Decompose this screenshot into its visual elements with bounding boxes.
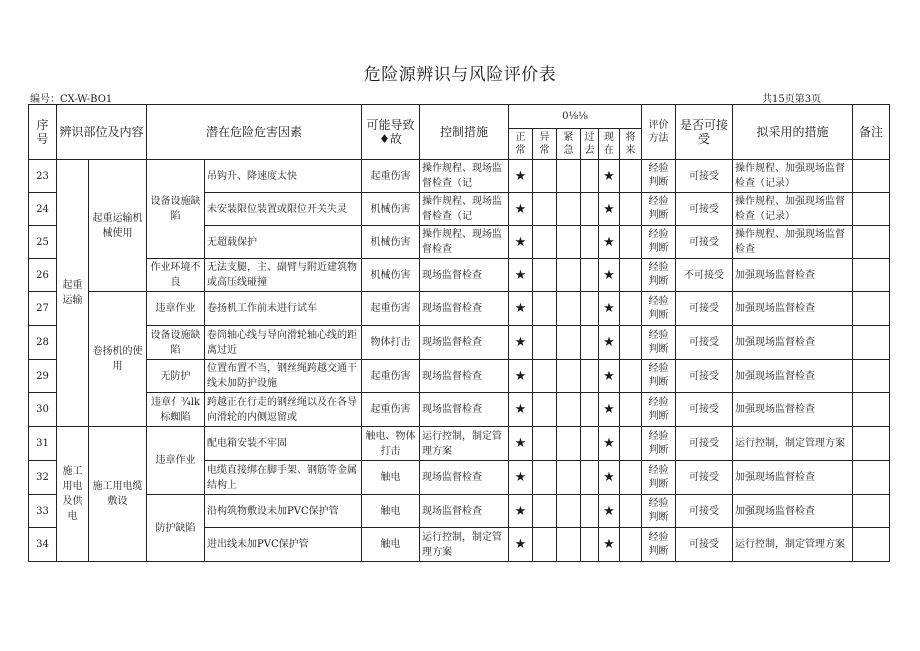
acceptable-cell: 可接受 bbox=[676, 427, 733, 461]
table-row bbox=[29, 160, 890, 193]
header-planned: 拟采用的措施 bbox=[733, 105, 853, 160]
acceptable-cell: 可接受 bbox=[676, 193, 733, 226]
planned-cell: 加强现场监督检查 bbox=[733, 259, 853, 292]
control-cell: 现场监督检查 bbox=[420, 259, 509, 292]
group-hoist: 卷扬机的使用 bbox=[89, 292, 147, 427]
planned-cell: 加强现场监督检查 bbox=[733, 461, 853, 495]
row-number: 26 bbox=[29, 259, 57, 292]
row-number: 25 bbox=[29, 226, 57, 259]
header-abnormal: 异常 bbox=[533, 129, 557, 160]
row-number: 23 bbox=[29, 160, 57, 193]
control-cell: 现场监督检查 bbox=[420, 292, 509, 326]
row-number: 34 bbox=[29, 528, 57, 562]
row-number: 29 bbox=[29, 360, 57, 393]
present-star: ★ bbox=[599, 360, 620, 393]
present-star: ★ bbox=[599, 427, 620, 461]
group-temp-cable: 施工用电缆敷设 bbox=[89, 427, 147, 562]
control-cell: 操作规程、现场监督检查（记 bbox=[420, 160, 509, 193]
group-temp-power: 施工用电及供电 bbox=[57, 427, 89, 562]
category-cell: 违章作业 bbox=[147, 427, 205, 495]
header-hazard: 潜在危险危害因素 bbox=[147, 105, 362, 160]
planned-cell: 运行控制，制定管理方案 bbox=[733, 528, 853, 562]
present-star: ★ bbox=[599, 193, 620, 226]
page-title: 危险源辨识与风险评价表 bbox=[363, 65, 557, 85]
group-lifting-machine: 起重运输机械使用 bbox=[89, 160, 147, 292]
row-number: 33 bbox=[29, 495, 57, 528]
planned-cell: 加强现场监督检查 bbox=[733, 495, 853, 528]
hazard-cell: 进出线未加PVC保护管 bbox=[205, 528, 362, 562]
table-row bbox=[29, 495, 890, 528]
normal-star: ★ bbox=[509, 226, 533, 259]
accident-cell: 起重伤害 bbox=[362, 360, 420, 393]
present-star: ★ bbox=[599, 259, 620, 292]
acceptable-cell: 不可接受 bbox=[676, 259, 733, 292]
accident-cell: 起重伤害 bbox=[362, 292, 420, 326]
control-cell: 现场监督检查 bbox=[420, 393, 509, 427]
normal-star: ★ bbox=[509, 292, 533, 326]
table-row bbox=[29, 259, 890, 292]
row-number: 28 bbox=[29, 326, 57, 360]
header-state-group: 0⅛⅛ bbox=[509, 105, 642, 129]
control-cell: 运行控制，制定管理方案 bbox=[420, 427, 509, 461]
present-star: ★ bbox=[599, 226, 620, 259]
category-cell: 防护缺陷 bbox=[147, 495, 205, 562]
header-normal: 正常 bbox=[509, 129, 533, 160]
control-cell: 运行控制，制定管理方案 bbox=[420, 528, 509, 562]
accident-cell: 起重伤害 bbox=[362, 160, 420, 193]
normal-star: ★ bbox=[509, 528, 533, 562]
accident-cell: 触电 bbox=[362, 495, 420, 528]
accident-cell: 机械伤害 bbox=[362, 226, 420, 259]
method-cell: 经验判断 bbox=[642, 461, 676, 495]
category-cell: 作业环境不良 bbox=[147, 259, 205, 292]
risk-assessment-table bbox=[28, 104, 890, 562]
row-number: 31 bbox=[29, 427, 57, 461]
normal-star: ★ bbox=[509, 326, 533, 360]
header-part: 辨识部位及内容 bbox=[57, 105, 147, 160]
normal-star: ★ bbox=[509, 393, 533, 427]
control-cell: 现场监督检查 bbox=[420, 461, 509, 495]
planned-cell: 操作规程、加强现场监督检查（记录） bbox=[733, 193, 853, 226]
normal-star: ★ bbox=[509, 360, 533, 393]
hazard-cell: 吊钩升、降速度太快 bbox=[205, 160, 362, 193]
hazard-cell: 位置布置不当，钢丝绳跨越交通干线未加防护设施 bbox=[205, 360, 362, 393]
header-control: 控制措施 bbox=[420, 105, 509, 160]
hazard-cell: 跨越正在行走的钢丝绳以及在各导向滑轮的内侧逗留或 bbox=[205, 393, 362, 427]
planned-cell: 操作规程、加强现场监督检查（记录） bbox=[733, 160, 853, 193]
header-method: 评价方法 bbox=[642, 105, 676, 160]
present-star: ★ bbox=[599, 461, 620, 495]
control-cell: 现场监督检查 bbox=[420, 326, 509, 360]
acceptable-cell: 可接受 bbox=[676, 360, 733, 393]
normal-star: ★ bbox=[509, 495, 533, 528]
accident-cell: 触电 bbox=[362, 461, 420, 495]
control-cell: 现场监督检查 bbox=[420, 360, 509, 393]
header-emergency: 紧急 bbox=[557, 129, 581, 160]
normal-star: ★ bbox=[509, 259, 533, 292]
acceptable-cell: 可接受 bbox=[676, 226, 733, 259]
page-indicator: 共15页第3页 bbox=[762, 94, 822, 105]
hazard-cell: 电缆直接绑在脚手架、钢筋等金属结构上 bbox=[205, 461, 362, 495]
method-cell: 经验判断 bbox=[642, 393, 676, 427]
accident-cell: 触电 bbox=[362, 528, 420, 562]
method-cell: 经验判断 bbox=[642, 292, 676, 326]
hazard-cell: 卷扬机工作前未进行试车 bbox=[205, 292, 362, 326]
header-present: 现在 bbox=[599, 129, 620, 160]
accident-cell: 机械伤害 bbox=[362, 259, 420, 292]
method-cell: 经验判断 bbox=[642, 259, 676, 292]
document-number: 编号：CX-W-BO1 bbox=[30, 94, 113, 105]
acceptable-cell: 可接受 bbox=[676, 461, 733, 495]
control-cell: 操作规程、现场监督检查（记 bbox=[420, 193, 509, 226]
method-cell: 经验判断 bbox=[642, 360, 676, 393]
planned-cell: 加强现场监督检查 bbox=[733, 292, 853, 326]
method-cell: 经验判断 bbox=[642, 528, 676, 562]
acceptable-cell: 可接受 bbox=[676, 393, 733, 427]
normal-star: ★ bbox=[509, 427, 533, 461]
accident-cell: 物体打击 bbox=[362, 326, 420, 360]
table-row bbox=[29, 427, 890, 461]
method-cell: 经验判断 bbox=[642, 427, 676, 461]
table-row bbox=[29, 292, 890, 326]
method-cell: 经验判断 bbox=[642, 495, 676, 528]
table-row bbox=[29, 393, 890, 427]
control-cell: 现场监督检查 bbox=[420, 495, 509, 528]
hazard-cell: 卷筒轴心线与导向滑轮轴心线的距离过近 bbox=[205, 326, 362, 360]
group-lifting: 起重运输 bbox=[57, 160, 89, 427]
acceptable-cell: 可接受 bbox=[676, 528, 733, 562]
acceptable-cell: 可接受 bbox=[676, 326, 733, 360]
table-row bbox=[29, 360, 890, 393]
planned-cell: 运行控制，制定管理方案 bbox=[733, 427, 853, 461]
normal-star: ★ bbox=[509, 193, 533, 226]
present-star: ★ bbox=[599, 160, 620, 193]
acceptable-cell: 可接受 bbox=[676, 292, 733, 326]
method-cell: 经验判断 bbox=[642, 193, 676, 226]
category-cell: 设备设施缺陷 bbox=[147, 160, 205, 259]
hazard-cell: 未安装限位装置或限位开关失灵 bbox=[205, 193, 362, 226]
header-accident: 可能导致♦故 bbox=[362, 105, 420, 160]
accident-cell: 触电、物体打击 bbox=[362, 427, 420, 461]
table-row bbox=[29, 326, 890, 360]
row-number: 32 bbox=[29, 461, 57, 495]
accident-cell: 机械伤害 bbox=[362, 193, 420, 226]
planned-cell: 加强现场监督检查 bbox=[733, 360, 853, 393]
row-number: 24 bbox=[29, 193, 57, 226]
acceptable-cell: 可接受 bbox=[676, 160, 733, 193]
method-cell: 经验判断 bbox=[642, 326, 676, 360]
accident-cell: 起重伤害 bbox=[362, 393, 420, 427]
category-cell: 违章作业 bbox=[147, 292, 205, 326]
hazard-cell: 配电箱安装不牢固 bbox=[205, 427, 362, 461]
row-number: 27 bbox=[29, 292, 57, 326]
header-future: 将来 bbox=[620, 129, 642, 160]
present-star: ★ bbox=[599, 528, 620, 562]
category-cell: 无防护 bbox=[147, 360, 205, 393]
header-past: 过去 bbox=[581, 129, 599, 160]
category-cell: 设备设施缺陷 bbox=[147, 326, 205, 360]
row-number: 30 bbox=[29, 393, 57, 427]
present-star: ★ bbox=[599, 393, 620, 427]
present-star: ★ bbox=[599, 292, 620, 326]
header-remark: 备注 bbox=[853, 105, 890, 160]
normal-star: ★ bbox=[509, 461, 533, 495]
header-acceptable: 是否可接受 bbox=[676, 105, 733, 160]
present-star: ★ bbox=[599, 326, 620, 360]
hazard-cell: 无超载保护 bbox=[205, 226, 362, 259]
category-cell: 违章亻¾lk标蜘陷 bbox=[147, 393, 205, 427]
hazard-cell: 无法支腿，主、副臂与附近建筑物或高压线碰撞 bbox=[205, 259, 362, 292]
acceptable-cell: 可接受 bbox=[676, 495, 733, 528]
method-cell: 经验判断 bbox=[642, 226, 676, 259]
header-seq: 序号 bbox=[29, 105, 57, 160]
planned-cell: 操作规程、加强现场监督检查 bbox=[733, 226, 853, 259]
planned-cell: 加强现场监督检查 bbox=[733, 393, 853, 427]
control-cell: 操作规程、现场监督检查 bbox=[420, 226, 509, 259]
present-star: ★ bbox=[599, 495, 620, 528]
planned-cell: 加强现场监督检查 bbox=[733, 326, 853, 360]
method-cell: 经验判断 bbox=[642, 160, 676, 193]
hazard-cell: 沿构筑物敷设未加PVC保护管 bbox=[205, 495, 362, 528]
normal-star: ★ bbox=[509, 160, 533, 193]
